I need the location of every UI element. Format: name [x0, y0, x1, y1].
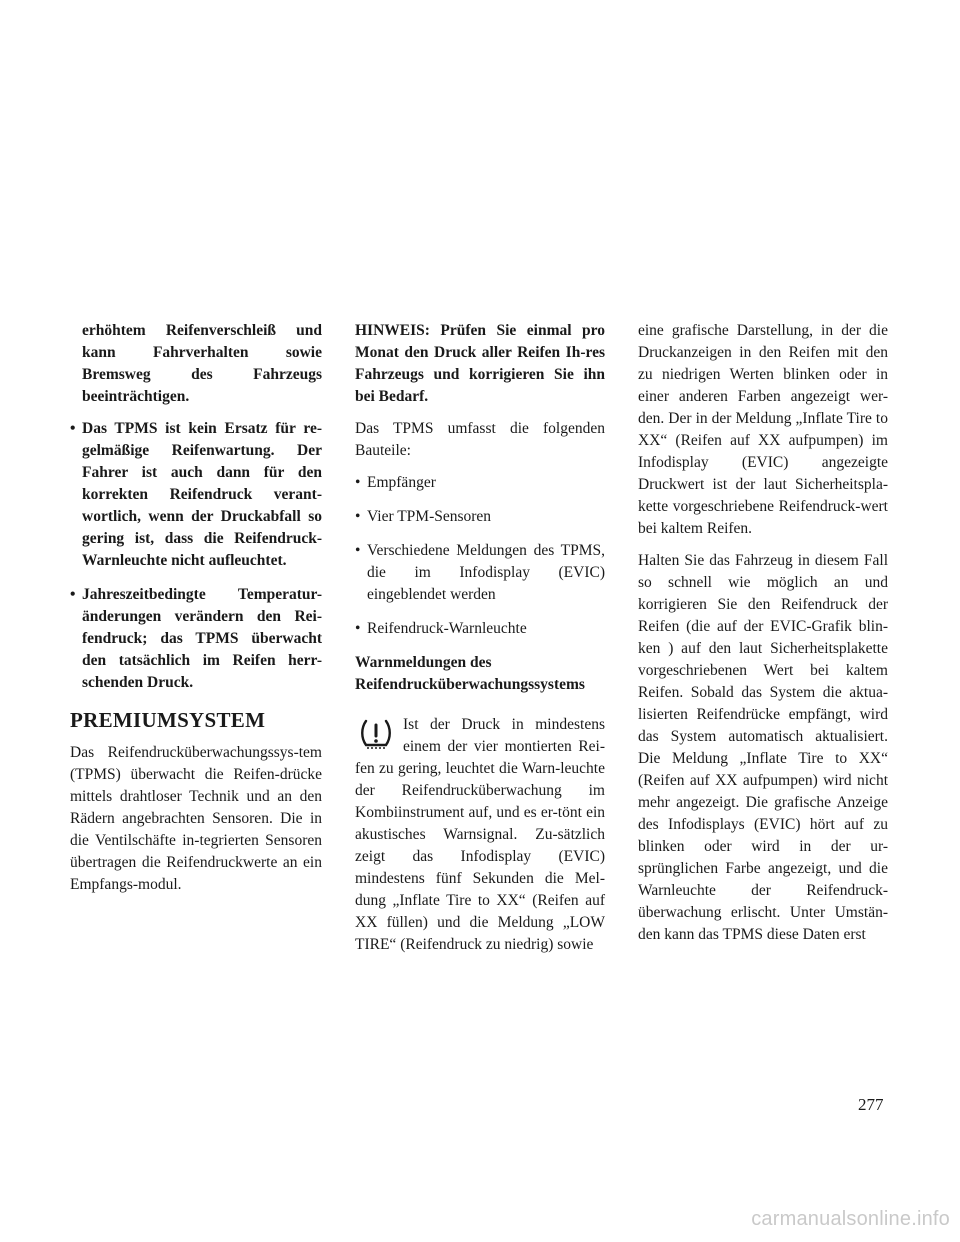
warning-paragraph: Ist der Druck in mindestens einem der vier montierten Rei-fen zu gering, leuchtet die Warn-leuchte der Reifendrucküberwachung im Kombiinstrument auf, und es er-tönt ein akustisches Warnsignal. Zu-sätzlich zeigt das Infodisplay (EVIC) mindestens fünf Sekunden die Mel-dung „Inflate Tire to XX“ (Reifen auf XX füllen) und die Meldung „LOW TIRE“ (Reifendruck zu niedrig) sowie [355, 716, 605, 953]
list-item: • Vier TPM-Sensoren [355, 506, 605, 528]
list-item: • Das TPMS ist kein Ersatz für re-gelmäßige Reifenwartung. Der Fahrer ist auch dann für den korrekten Reifendruck verant-wortlich, wenn der Druckabfall so gering ist, dass die Reifendruck-Warnleuchte nicht aufleuchtet. [70, 418, 322, 572]
note-paragraph: HINWEIS: Prüfen Sie einmal pro Monat den Druck aller Reifen Ih-res Fahrzeugs und korrigieren Sie ihn bei Bedarf. [355, 322, 605, 405]
warning-continuation: erhöhtem Reifenverschleiß und kann Fahrverhalten sowie Bremsweg des Fahrzeugs beeinträchtigen. [82, 322, 322, 405]
column-left [70, 320, 322, 906]
warning-block [355, 714, 605, 956]
section-heading: PREMIUMSYSTEM [70, 708, 266, 732]
footer-watermark: carmanualsonline.info [751, 1208, 950, 1230]
components-list [355, 472, 605, 640]
tire-pressure-warning-icon [359, 716, 393, 750]
column-middle [355, 320, 605, 966]
action-paragraph: Halten Sie das Fahrzeug in diesem Fall so schnell wie möglich an und korrigieren Sie den Reifendruck der Reifen (die auf der EVIC-Grafik blin-ken ) auf den laut Sicherheitsplakette vorgeschriebenen Wert bei kaltem Reifen. Sobald das System die aktua-lisierten Reifendrücke empfängt, wird das System automatisch aktualisiert. Die Meldung „Inflate Tire to XX“ (Reifen auf XX aufpumpen) wird nicht mehr angezeigt. Die grafische Anzeige des Infodisplays (EVIC) hört auf zu blinken oder wird in der ur-sprünglichen Farbe angezeigt, und die Warnleuchte der Reifendruck-überwachung erlischt. Unter Umstän-den kann das TPMS diese Daten erst [638, 552, 888, 943]
list-item: • Jahreszeitbedingte Temperatur-änderungen verändern den Rei-fendruck; das TPMS überwacht den tatsächlich im Reifen herr-schenden Druck. [70, 584, 322, 694]
list-item: • Empfänger [355, 472, 605, 494]
display-paragraph: eine grafische Darstellung, in der die Druckanzeigen in den Reifen mit den zu niedrigen Werten blinken oder in einer anderen Farben angezeigt wer-den. Der in der Meldung „Inflate Tire to XX“ (Reifen auf XX aufpumpen) im Infodisplay (EVIC) angezeigte Druckwert ist der laut Sicherheitspla-kette vorgeschriebene Reifendruck-wert bei kaltem Reifen. [638, 322, 888, 537]
page-number: 277 [858, 1095, 884, 1114]
list-item: • Reifendruck-Warnleuchte [355, 618, 605, 640]
premium-system-paragraph: Das Reifendrucküberwachungssys-tem (TPMS) überwacht die Reifen-drücke mittels drahtloser Technik und an den Rädern angebrachten Sensoren. Die in die Ventilschäfte in-tegrierten Sensoren übertragen die Reifendruckwerte an ein Empfangs-modul. [70, 744, 322, 893]
sub-heading: Warnmeldungen des Reifendrucküberwachungssystems [355, 654, 585, 693]
components-intro: Das TPMS umfasst die folgenden Bauteile: [355, 420, 605, 459]
warning-bullet-list [70, 418, 322, 694]
list-item: • Verschiedene Meldungen des TPMS, die im Infodisplay (EVIC) eingeblendet werden [355, 540, 605, 606]
column-right [638, 320, 888, 956]
